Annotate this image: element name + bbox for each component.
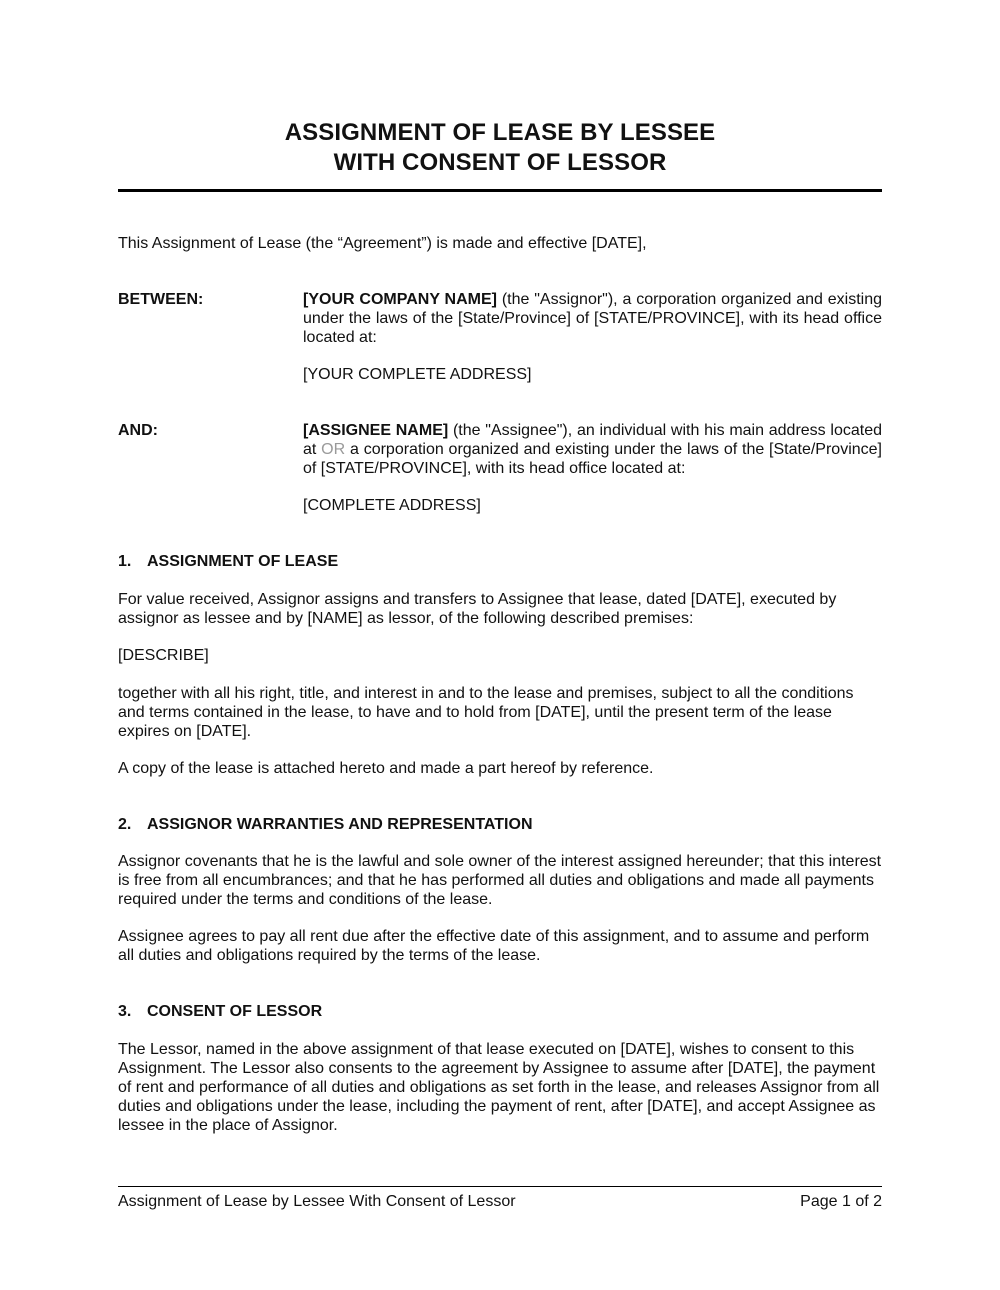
and-address: [COMPLETE ADDRESS] bbox=[303, 497, 481, 514]
and-text-b: a corporation organized and existing under the laws of the [State/Province] of [STATE/PROVINCE], with its head office located at: bbox=[303, 441, 883, 477]
and-label: AND: bbox=[118, 422, 158, 439]
and-text-a: (the "Assignee"), an individual with his main address located at bbox=[303, 422, 883, 458]
section-1-paragraph-1: For value received, Assignor assigns and transfers to Assignee that lease, dated [DATE], executed by assignor as lessee and by [NAME] as lessor, of the following described premises: bbox=[118, 591, 837, 627]
and-name: [ASSIGNEE NAME] bbox=[303, 422, 449, 439]
section-1-paragraph-3: together with all his right, title, and interest in and to the lease and premises, subject to all the conditions and terms contained in the lease, to have and to hold from [DATE], until the present term of the lease expires on [DATE]. bbox=[118, 685, 854, 740]
between-name: [YOUR COMPANY NAME] bbox=[303, 291, 497, 308]
section-2-heading bbox=[118, 815, 533, 834]
and-paragraph bbox=[303, 421, 882, 478]
title-line-2: WITH CONSENT OF LESSOR bbox=[333, 149, 667, 176]
section-1-heading bbox=[118, 552, 338, 571]
between-label: BETWEEN: bbox=[118, 291, 204, 308]
footer-divider bbox=[118, 1186, 882, 1187]
section-2-title: ASSIGNOR WARRANTIES AND REPRESENTATION bbox=[147, 816, 533, 833]
section-3-heading bbox=[118, 1002, 322, 1021]
section-2-paragraph-2: Assignee agrees to pay all rent due after the effective date of this assignment, and to assume and perform all duties and obligations required by the terms of the lease. bbox=[118, 928, 870, 964]
section-1-paragraph-2: [DESCRIBE] bbox=[118, 647, 209, 664]
section-2-number: 2. bbox=[118, 816, 132, 833]
title-line-1: ASSIGNMENT OF LEASE BY LESSEE bbox=[284, 119, 716, 146]
between-address: [YOUR COMPLETE ADDRESS] bbox=[303, 366, 532, 383]
section-3-paragraph-1: The Lessor, named in the above assignment of that lease executed on [DATE], wishes to consent to this Assignment. The Lessor also consents to the agreement by Assignee to assume after [DATE], the payment of rent and performance of all duties and obligations as set forth in the lease, and releases Assignor from all duties and obligations under the lease, including the payment of rent, after [DATE], and accept Assignee as lessee in the place of Assignor. bbox=[118, 1041, 880, 1134]
section-1-title: ASSIGNMENT OF LEASE bbox=[147, 553, 339, 570]
section-2-paragraph-1: Assignor covenants that he is the lawful and sole owner of the interest assigned hereunder; that this interest is free from all encumbrances; and that he has performed all duties and obligations and made all payments required under the terms and conditions of the lease. bbox=[118, 853, 882, 908]
intro-paragraph: This Assignment of Lease (the “Agreement”) is made and effective [DATE], bbox=[118, 235, 647, 252]
title-divider bbox=[118, 189, 882, 192]
footer-document-name: Assignment of Lease by Lessee With Consent of Lessor bbox=[118, 1193, 516, 1210]
section-3-number: 3. bbox=[118, 1003, 132, 1020]
footer-page-number: Page 1 of 2 bbox=[800, 1193, 882, 1210]
section-1-number: 1. bbox=[118, 553, 132, 570]
section-3-title: CONSENT OF LESSOR bbox=[147, 1003, 323, 1020]
between-paragraph bbox=[303, 290, 882, 347]
section-1-paragraph-4: A copy of the lease is attached hereto and made a part hereof by reference. bbox=[118, 760, 654, 777]
document-title bbox=[118, 118, 882, 178]
between-text: (the "Assignor"), a corporation organized and existing under the laws of the [State/Province] of [STATE/PROVINCE], with its head office located at: bbox=[303, 291, 883, 346]
or-placeholder: OR bbox=[321, 441, 346, 458]
